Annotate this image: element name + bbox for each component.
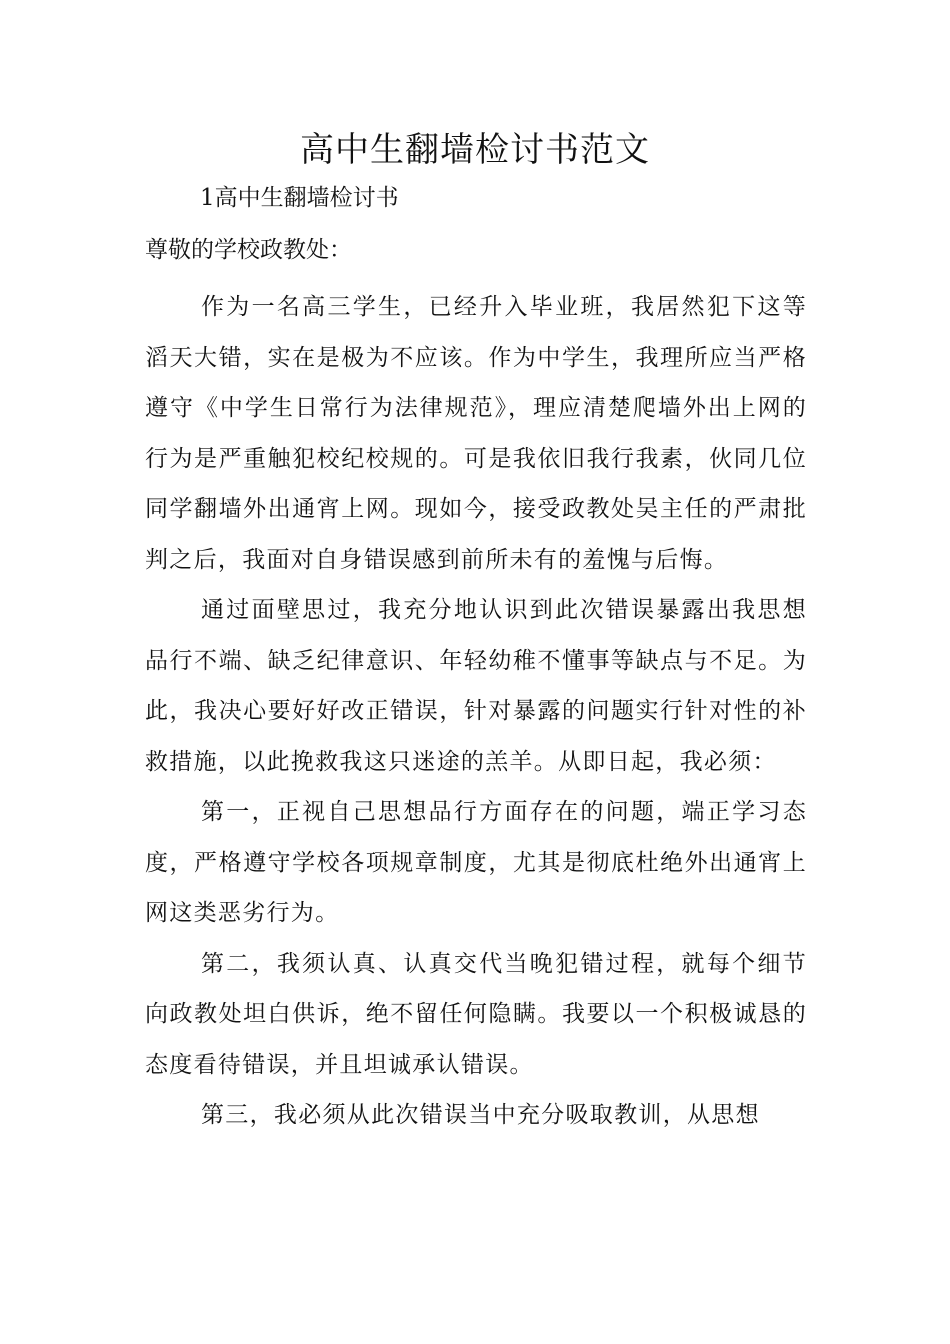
paragraph-4: 第二，我须认真、认真交代当晚犯错过程，就每个细节向政教处坦白供诉，绝不留任何隐瞒。我要以一个积极诚恳的态度看待错误，并且坦诚承认错误。 (145, 950, 807, 1078)
paragraph-5: 第三，我必须从此次错误当中充分吸取教训，从思想 (201, 1102, 760, 1128)
section-heading: 1高中生翻墙检讨书 (200, 185, 399, 211)
paragraph-2: 通过面壁思过，我充分地认识到此次错误暴露出我思想品行不端、缺乏纪律意识、年轻幼稚不懂事等缺点与不足。为此，我决心要好好改正错误，针对暴露的问题实行针对性的补救措施，以此挽救我这只迷途的羔羊。从即日起，我必须： (145, 597, 807, 775)
paragraph-3: 第一，正视自己思想品行方面存在的问题，端正学习态度，严格遵守学校各项规章制度，尤其是彻底杜绝外出通宵上网这类恶劣行为。 (145, 799, 807, 926)
salutation: 尊敬的学校政教处： (145, 237, 352, 263)
paragraph-1: 作为一名高三学生，已经升入毕业班，我居然犯下这等滔天大错，实在是极为不应该。作为中学生，我理所应当严格遵守《中学生日常行为法律规范》，理应清楚爬墙外出上网的行为是严重触犯校纪校规的。可是我依旧我行我素，伙同几位同学翻墙外出通宵上网。现如今，接受政教处吴主任的严肃批判之后，我面对自身错误感到前所未有的羞愧与后悔。 (145, 294, 807, 573)
document-title: 高中生翻墙检讨书范文 (300, 130, 650, 170)
document-body (145, 282, 807, 1141)
